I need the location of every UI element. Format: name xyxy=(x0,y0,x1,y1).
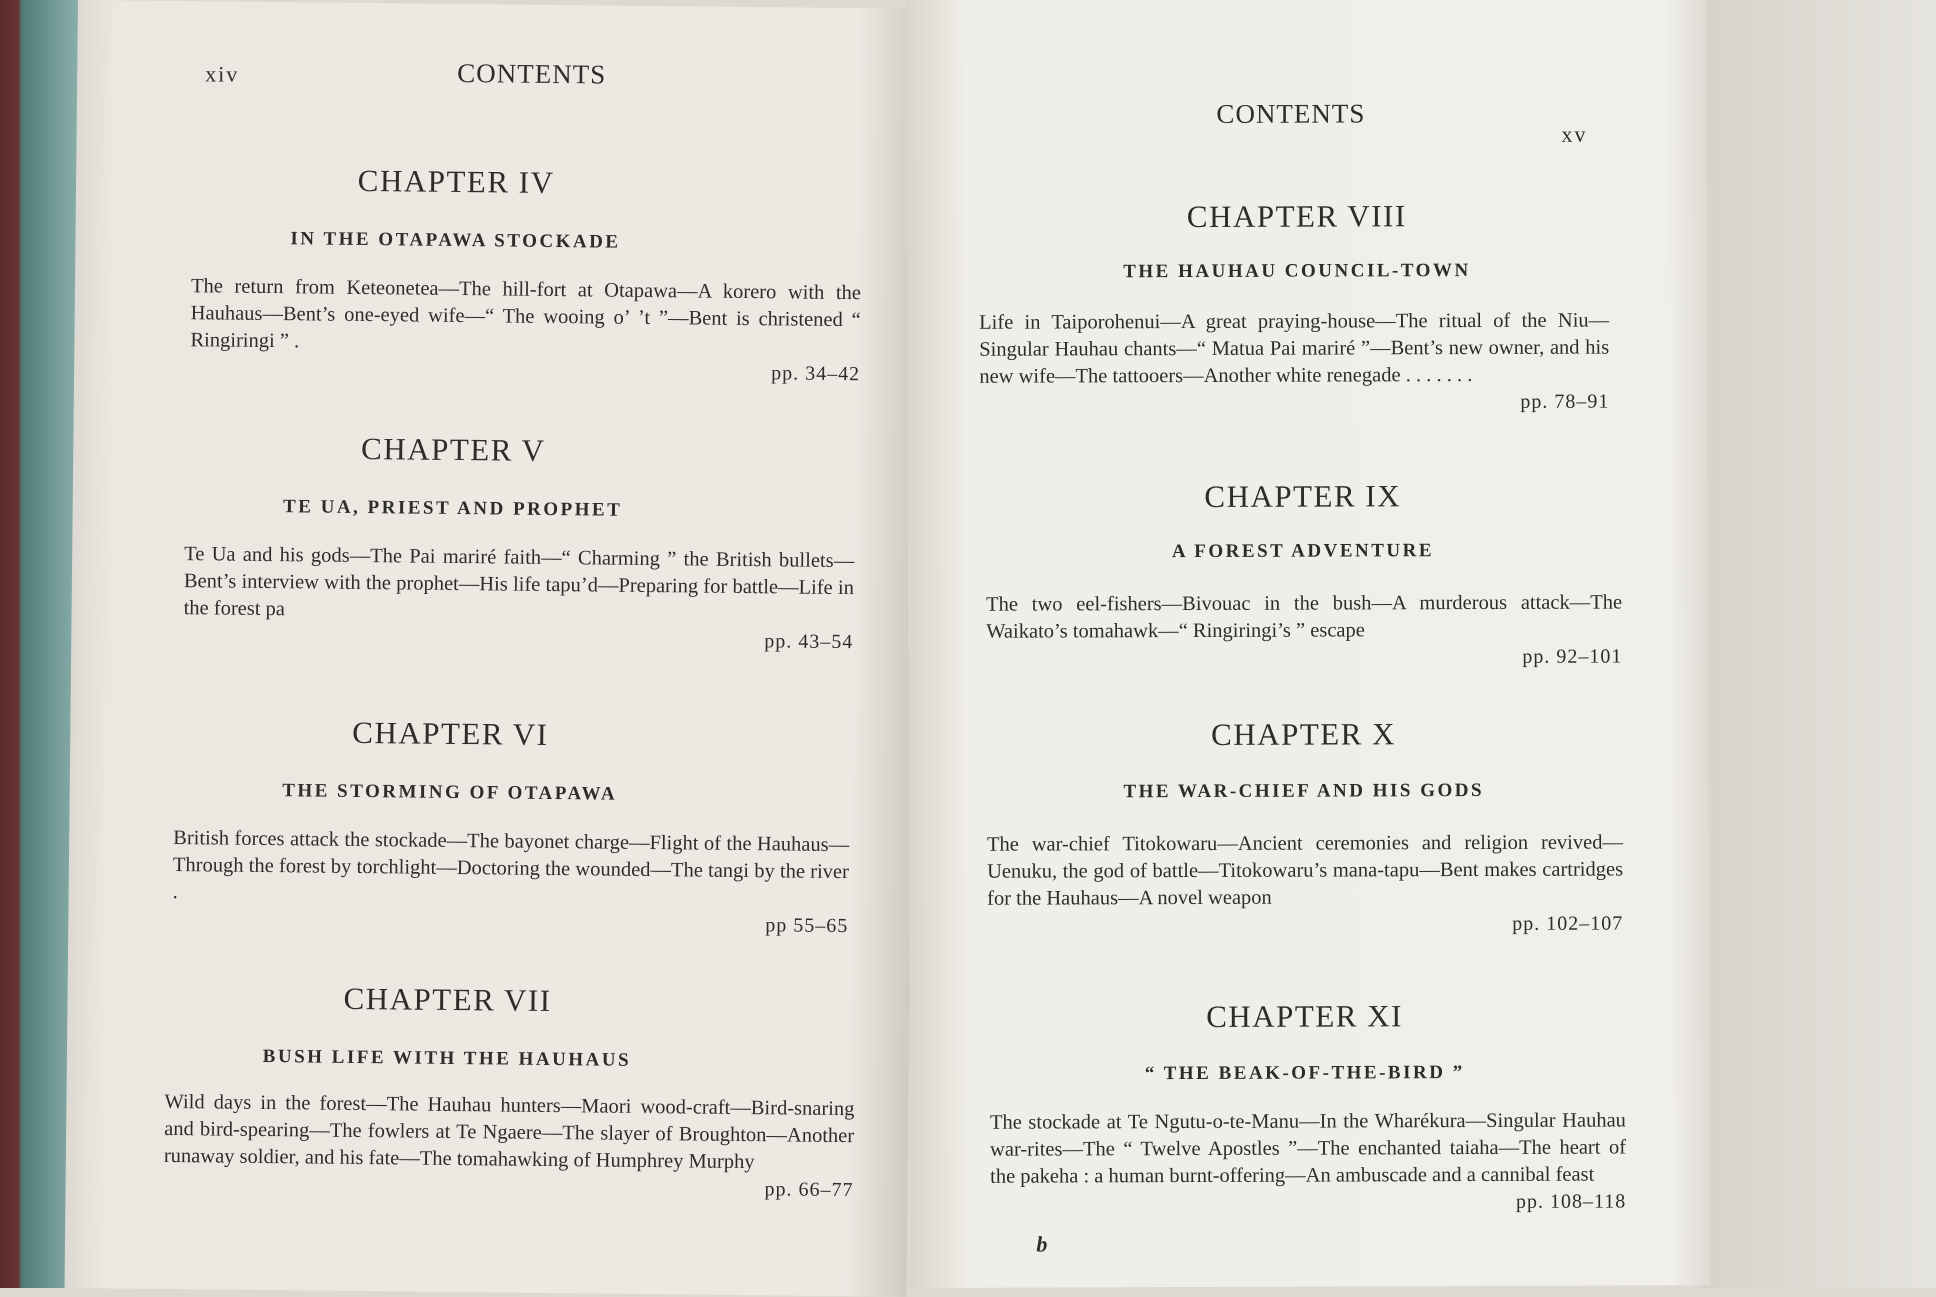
page-range: pp. 66–77 xyxy=(764,1178,854,1202)
chapter-title: THE WAR-CHIEF AND HIS GODS xyxy=(1123,779,1485,803)
chapter-title: “ THE BEAK-OF-THE-BIRD ” xyxy=(1144,1062,1465,1085)
running-head: CONTENTS xyxy=(1216,98,1366,129)
summary-text: Life in Taiporohenui—A great praying-house—The ritual of the Niu—Singular Hauhau chants—“ Matua Pai mariré ”—Bent’s new owner, and his new wife—The tattooers—Another white renegade . . . . . . . xyxy=(979,309,1610,388)
chapter-summary xyxy=(190,273,861,388)
page-range: pp. 78–91 xyxy=(1520,390,1610,413)
chapter-title: BUSH LIFE WITH THE HAUHAUS xyxy=(262,1045,632,1071)
chapter-summary xyxy=(987,830,1623,940)
chapter-heading: CHAPTER V xyxy=(360,430,546,468)
chapter-title: IN THE OTAPAWA STOCKADE xyxy=(290,228,621,253)
page-range: pp. 92–101 xyxy=(1522,645,1623,668)
summary-text: The war-chief Titokowaru—Ancient ceremonies and religion revived—Uenuku, the god of battle—Titokowaru’s mana-tapu—Bent makes cartridges for the Hauhaus—A novel weapon xyxy=(986,831,1624,910)
signature-mark: b xyxy=(1036,1231,1048,1257)
chapter-heading: CHAPTER IV xyxy=(357,162,555,200)
page-range: pp. 34–42 xyxy=(771,362,861,386)
summary-text: The stockade at Te Ngutu-o-te-Manu—In the Wharékura—Singular Hauhau war-rites—The “ Twelve Apostles ”—The enchanted taiaha—The heart of the pakeha : a human burnt-offering—An ambuscade and a cannibal feast xyxy=(989,1109,1627,1188)
chapter-heading: CHAPTER X xyxy=(1211,716,1397,752)
chapter-summary xyxy=(163,1089,854,1204)
page-range: pp 55–65 xyxy=(765,914,849,938)
chapter-heading: CHAPTER VIII xyxy=(1186,198,1407,235)
chapter-summary xyxy=(986,590,1622,673)
chapter-heading: CHAPTER VII xyxy=(343,980,552,1019)
chapter-title: THE STORMING OF OTAPAWA xyxy=(282,780,618,805)
table-background xyxy=(1700,0,1936,1288)
chapter-title: TE UA, PRIEST AND PROPHET xyxy=(282,496,623,521)
page-range: pp. 108–118 xyxy=(1515,1190,1627,1213)
summary-text: The two eel-fishers—Bivouac in the bush—A murderous attack—The Waikato’s tomahawk—“ Ringiringi’s ” escape xyxy=(986,591,1623,643)
chapter-title: A FOREST ADVENTURE xyxy=(1171,540,1435,563)
page-range: pp. 102–107 xyxy=(1512,912,1624,935)
chapter-summary xyxy=(979,308,1609,418)
page-number: xv xyxy=(1561,121,1588,147)
chapter-title: THE HAUHAU COUNCIL-TOWN xyxy=(1123,260,1471,283)
chapter-summary xyxy=(172,825,849,940)
chapter-summary xyxy=(183,541,854,656)
chapter-heading: CHAPTER VI xyxy=(352,714,549,752)
chapter-heading: CHAPTER IX xyxy=(1204,478,1402,514)
right-page xyxy=(906,0,1710,1288)
chapter-heading: CHAPTER XI xyxy=(1206,998,1403,1034)
left-page xyxy=(65,0,920,1297)
summary-text: Wild days in the forest—The Hauhau hunters—Maori wood-craft—Bird-snaring and bird-spearing—The fowlers at Te Ngaere—The slayer of Broughton—Another runaway soldier, and his fate—The tomahawking of Humphrey Murphy xyxy=(163,1090,855,1174)
chapter-summary xyxy=(990,1107,1626,1217)
page-range: pp. 43–54 xyxy=(764,630,854,654)
summary-text: The return from Keteonetea—The hill-fort at Otapawa—A korero with the Hauhaus—Bent’s one-eyed wife—“ The wooing o’ ’t ”—Bent is christened “ Ringiringi ” . xyxy=(190,275,862,353)
summary-text: Te Ua and his gods—The Pai mariré faith—“ Charming ” the British bullets—Bent’s interview with the prophet—His life tapu’d—Preparing for battle—Life in the forest pa xyxy=(183,543,855,621)
page-number: xiv xyxy=(205,61,240,87)
summary-text: British forces attack the stockade—The bayonet charge—Flight of the Hauhaus—Through the forest by torchlight—Doctoring the wounded—The tangi by the river . xyxy=(172,827,850,904)
running-head: CONTENTS xyxy=(457,57,607,90)
